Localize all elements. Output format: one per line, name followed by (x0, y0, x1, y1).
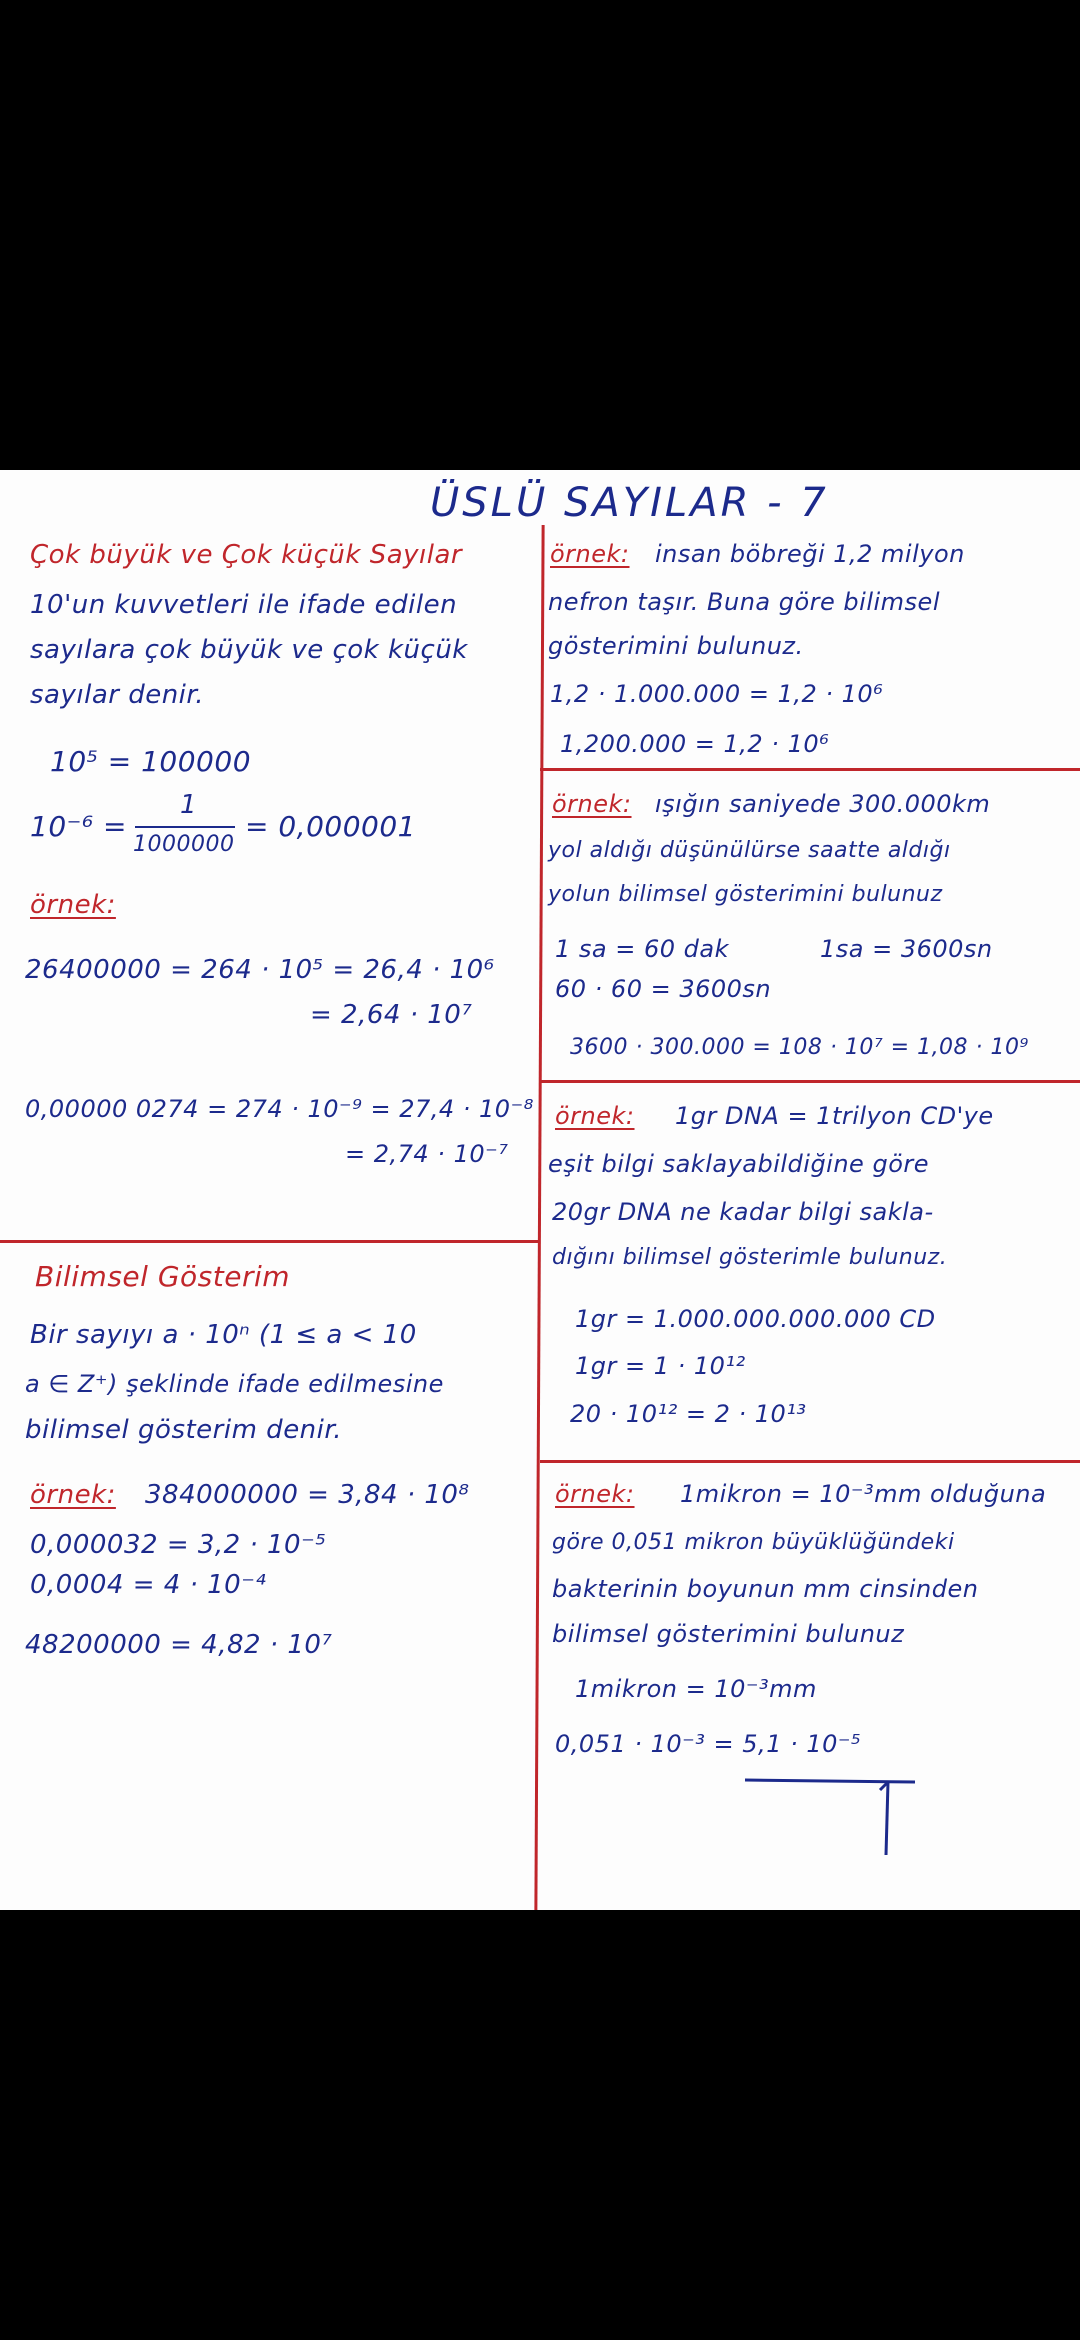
right-ex2-line-1: ışığın saniyede 300.000km (655, 790, 991, 818)
right-ex3-line-4: dığını bilimsel gösterimle bulunuz. (552, 1245, 948, 1270)
section2-example-2: 0,000032 = 3,2 · 10⁻⁵ (30, 1530, 327, 1560)
section1-line-1: 10'un kuvvetleri ile ifade edilen (30, 590, 458, 620)
right-ex2-calc-1b: 1sa = 3600sn (820, 935, 993, 963)
section1-example-1: 10⁵ = 100000 (50, 745, 252, 778)
right-ex3-calc-2: 1gr = 1 · 10¹² (575, 1352, 746, 1380)
right-ex4-label: örnek: (555, 1480, 635, 1508)
section2-example-4: 48200000 = 4,82 · 10⁷ (25, 1630, 333, 1660)
right-ex2-line-3: yolun bilimsel gösterimini bulunuz (548, 882, 943, 907)
right-ex3-line-3: 20gr DNA ne kadar bilgi sakla- (552, 1198, 934, 1226)
right-ex3-line-2: eşit bilgi saklayabildiğine göre (548, 1150, 930, 1178)
left-section-divider (0, 1240, 538, 1243)
right-ex2-label: örnek: (552, 790, 632, 818)
right-ex3-label: örnek: (555, 1102, 635, 1130)
right-divider-1 (540, 768, 1080, 771)
section1-heading: Çok büyük ve Çok küçük Sayılar (30, 540, 463, 570)
right-ex2-calc-3: 3600 · 300.000 = 108 · 10⁷ = 1,08 · 10⁹ (570, 1035, 1029, 1060)
notebook-page (0, 470, 1080, 1910)
section2-line-2: a ∈ Z⁺) şeklinde ifade edilmesine (25, 1370, 444, 1398)
right-ex1-line-3: gösterimini bulunuz. (548, 632, 804, 660)
right-ex2-line-2: yol aldığı düşünülürse saatte aldığı (548, 838, 951, 863)
fraction-denominator: 1000000 (133, 832, 235, 857)
right-divider-3 (540, 1460, 1080, 1463)
right-ex1-calc-2: 1,200.000 = 1,2 · 10⁶ (560, 730, 830, 758)
section2-ornek-label: örnek: (30, 1480, 116, 1510)
section1-example-4-line-1: 0,00000 0274 = 274 · 10⁻⁹ = 27,4 · 10⁻⁸ (25, 1095, 534, 1123)
section2-line-1: Bir sayıyı a · 10ⁿ (1 ≤ a < 10 (30, 1320, 417, 1350)
section2-heading: Bilimsel Gösterim (35, 1260, 291, 1293)
fraction-numerator: 1 (180, 790, 198, 820)
section1-line-2: sayılara çok büyük ve çok küçük (30, 635, 468, 665)
right-ex2-calc-1a: 1 sa = 60 dak (555, 935, 729, 963)
section1-example-4-line-2: = 2,74 · 10⁻⁷ (345, 1140, 509, 1168)
right-ex4-line-1: 1mikron = 10⁻³mm olduğuna (680, 1480, 1047, 1508)
section1-example-3-line-1: 26400000 = 264 · 10⁵ = 26,4 · 10⁶ (25, 955, 495, 985)
page-title: ÜSLÜ SAYILAR - 7 (430, 480, 829, 526)
section2-example-3: 0,0004 = 4 · 10⁻⁴ (30, 1570, 267, 1600)
right-ex1-label: örnek: (550, 540, 630, 568)
right-divider-2 (540, 1080, 1080, 1083)
right-ex4-line-3: bakterinin boyunun mm cinsinden (552, 1575, 979, 1603)
right-ex1-line-1: insan böbreği 1,2 milyon (655, 540, 965, 568)
right-ex3-calc-1: 1gr = 1.000.000.000.000 CD (575, 1305, 936, 1333)
column-divider (534, 525, 544, 1910)
right-ex4-calc-2: 0,051 · 10⁻³ = 5,1 · 10⁻⁵ (555, 1730, 862, 1758)
section2-example-1: 384000000 = 3,84 · 10⁸ (145, 1480, 470, 1510)
fraction-bar (135, 826, 235, 828)
section2-line-3: bilimsel gösterim denir. (25, 1415, 342, 1445)
section1-example-3-line-2: = 2,64 · 10⁷ (310, 1000, 473, 1030)
right-ex4-line-4: bilimsel gösterimini bulunuz (552, 1620, 905, 1648)
right-ex3-calc-3: 20 · 10¹² = 2 · 10¹³ (570, 1400, 807, 1428)
section1-example-2-lhs: 10⁻⁶ = (30, 810, 127, 843)
section1-ornek-label: örnek: (30, 890, 116, 920)
right-ex4-line-2: göre 0,051 mikron büyüklüğündeki (552, 1530, 955, 1555)
right-ex3-line-1: 1gr DNA = 1trilyon CD'ye (675, 1102, 994, 1130)
right-ex1-line-2: nefron taşır. Buna göre bilimsel (548, 588, 940, 616)
section1-line-3: sayılar denir. (30, 680, 204, 710)
answer-underline-mark (740, 1770, 920, 1860)
right-ex4-calc-1: 1mikron = 10⁻³mm (575, 1675, 817, 1703)
right-ex1-calc-1: 1,2 · 1.000.000 = 1,2 · 10⁶ (550, 680, 884, 708)
right-ex2-calc-2: 60 · 60 = 3600sn (555, 975, 772, 1003)
section1-example-2-rhs: = 0,000001 (245, 810, 416, 843)
